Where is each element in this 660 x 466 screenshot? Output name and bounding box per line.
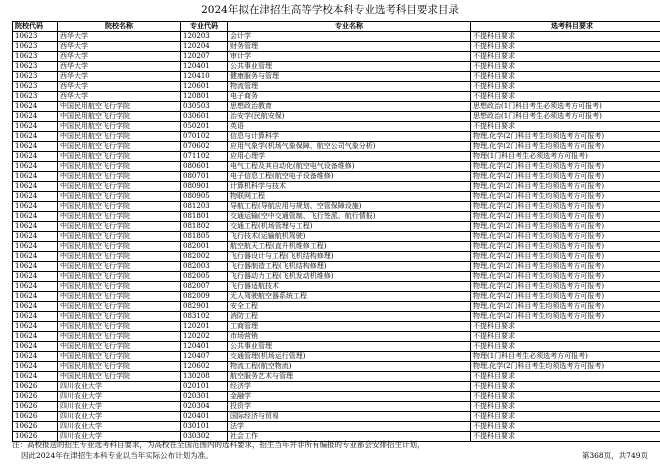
cell-school-name: 中国民用航空飞行学院 <box>58 372 181 382</box>
cell-school-code: 10624 <box>13 292 58 302</box>
cell-major-name: 飞行器适航技术 <box>228 282 471 292</box>
cell-major-code: 120602 <box>181 362 228 372</box>
cell-major-name: 电子信息工程(航空电子设备维修) <box>228 172 471 182</box>
cell-major-name: 治安学(民航安保) <box>228 112 471 122</box>
cell-school-name: 四川农业大学 <box>58 392 181 402</box>
table-row <box>13 402 660 412</box>
cell-major-name: 物流管理 <box>228 82 471 92</box>
cell-school-code: 10623 <box>13 62 58 72</box>
cell-school-name: 中国民用航空飞行学院 <box>58 122 181 132</box>
cell-major-name: 飞行器设计与工程(飞机结构修理) <box>228 252 471 262</box>
cell-major-name: 市场营销 <box>228 332 471 342</box>
cell-major-code: 120407 <box>181 352 228 362</box>
table-row <box>13 62 660 72</box>
cell-major-name: 社会工作 <box>228 432 471 442</box>
cell-major-code: 120401 <box>181 342 228 352</box>
cell-school-code: 10626 <box>13 392 58 402</box>
cell-school-code: 10624 <box>13 172 58 182</box>
cell-school-name: 四川农业大学 <box>58 412 181 422</box>
cell-major-code: 080701 <box>181 172 228 182</box>
cell-major-code: 082001 <box>181 242 228 252</box>
cell-major-code: 130208 <box>181 372 228 382</box>
cell-major-code: 082009 <box>181 292 228 302</box>
cell-subject-requirement: 不提科目要求 <box>471 432 660 442</box>
cell-school-name: 中国民用航空飞行学院 <box>58 292 181 302</box>
table-row <box>13 32 660 42</box>
cell-school-code: 10624 <box>13 282 58 292</box>
table-row <box>13 212 660 222</box>
table-row <box>13 242 660 252</box>
cell-school-name: 中国民用航空飞行学院 <box>58 152 181 162</box>
header-subject-requirement: 选考科目要求 <box>471 22 660 32</box>
cell-subject-requirement: 不提科目要求 <box>471 62 660 72</box>
cell-school-code: 10624 <box>13 222 58 232</box>
cell-school-name: 中国民用航空飞行学院 <box>58 252 181 262</box>
table-row <box>13 422 660 432</box>
cell-subject-requirement: 物理,化学(2门科目考生均须选考方可报考) <box>471 172 660 182</box>
table-row <box>13 152 660 162</box>
header-school-name: 院校名称 <box>58 22 181 32</box>
cell-major-name: 应用心理学 <box>228 152 471 162</box>
cell-school-name: 中国民用航空飞行学院 <box>58 322 181 332</box>
cell-school-name: 中国民用航空飞行学院 <box>58 332 181 342</box>
footer-note-line-1: 注：高校报送的招生专业选考科目要求，为高校在全国范围内的选科要求，招生当年并非所有编报的专业都会安排招生计划， <box>12 440 425 449</box>
cell-subject-requirement: 物理,化学(2门科目考生均须选考方可报考) <box>471 212 660 222</box>
cell-school-name: 四川农业大学 <box>58 432 181 442</box>
footer-note-line-2: 因此2024年在津招生本科专业以当年实际公布计划为准。 <box>21 451 213 460</box>
cell-subject-requirement: 物理,化学(2门科目考生均须选考方可报考) <box>471 132 660 142</box>
cell-school-name: 中国民用航空飞行学院 <box>58 342 181 352</box>
cell-major-code: 082002 <box>181 252 228 262</box>
cell-major-name: 交通工程(机场管理与工程) <box>228 222 471 232</box>
cell-major-code: 020101 <box>181 382 228 392</box>
cell-school-code: 10624 <box>13 262 58 272</box>
cell-school-name: 中国民用航空飞行学院 <box>58 242 181 252</box>
cell-school-code: 10626 <box>13 402 58 412</box>
cell-subject-requirement: 物理(1门科目考生必须选考方可报考) <box>471 352 660 362</box>
table-row <box>13 122 660 132</box>
table-row <box>13 352 660 362</box>
cell-school-code: 10624 <box>13 372 58 382</box>
cell-major-code: 020401 <box>181 412 228 422</box>
cell-major-code: 120203 <box>181 32 228 42</box>
table-row <box>13 372 660 382</box>
cell-school-name: 中国民用航空飞行学院 <box>58 282 181 292</box>
table-row <box>13 232 660 242</box>
cell-major-code: 083102 <box>181 312 228 322</box>
cell-school-name: 中国民用航空飞行学院 <box>58 302 181 312</box>
table-row <box>13 322 660 332</box>
cell-major-code: 082003 <box>181 262 228 272</box>
table-row <box>13 292 660 302</box>
cell-subject-requirement: 不提科目要求 <box>471 412 660 422</box>
cell-major-code: 120401 <box>181 62 228 72</box>
cell-school-name: 中国民用航空飞行学院 <box>58 182 181 192</box>
cell-major-code: 081805 <box>181 232 228 242</box>
cell-subject-requirement: 物理,化学(2门科目考生均须选考方可报考) <box>471 202 660 212</box>
cell-subject-requirement: 物理,化学(2门科目考生均须选考方可报考) <box>471 292 660 302</box>
cell-subject-requirement: 不提科目要求 <box>471 342 660 352</box>
cell-major-name: 健康服务与管理 <box>228 72 471 82</box>
cell-school-code: 10623 <box>13 72 58 82</box>
cell-school-name: 中国民用航空飞行学院 <box>58 362 181 372</box>
cell-school-code: 10624 <box>13 212 58 222</box>
header-major-name: 专业名称 <box>228 22 471 32</box>
cell-subject-requirement: 不提科目要求 <box>471 122 660 132</box>
cell-major-code: 071102 <box>181 152 228 162</box>
cell-major-name: 飞行器制造工程(飞机结构修理) <box>228 262 471 272</box>
cell-major-code: 082005 <box>181 272 228 282</box>
cell-school-name: 中国民用航空飞行学院 <box>58 162 181 172</box>
cell-major-code: 030503 <box>181 102 228 112</box>
cell-major-name: 交通运输(空中交通管制、飞行签派、航行情报) <box>228 212 471 222</box>
cell-major-name: 航空航天工程(直升机维修工程) <box>228 242 471 252</box>
cell-school-code: 10624 <box>13 242 58 252</box>
cell-school-name: 西华大学 <box>58 32 181 42</box>
cell-subject-requirement: 不提科目要求 <box>471 52 660 62</box>
cell-school-name: 中国民用航空飞行学院 <box>58 132 181 142</box>
cell-major-code: 120410 <box>181 72 228 82</box>
cell-subject-requirement: 不提科目要求 <box>471 42 660 52</box>
cell-major-code: 030101 <box>181 422 228 432</box>
cell-major-code: 120201 <box>181 322 228 332</box>
cell-school-code: 10626 <box>13 432 58 442</box>
table-row <box>13 222 660 232</box>
cell-school-name: 西华大学 <box>58 82 181 92</box>
cell-major-name: 思想政治教育 <box>228 102 471 112</box>
cell-subject-requirement: 物理,化学(2门科目考生均须选考方可报考) <box>471 282 660 292</box>
cell-school-code: 10624 <box>13 302 58 312</box>
cell-school-code: 10624 <box>13 152 58 162</box>
cell-major-name: 投资学 <box>228 402 471 412</box>
cell-school-code: 10626 <box>13 382 58 392</box>
cell-major-code: 050201 <box>181 122 228 132</box>
cell-major-code: 081203 <box>181 202 228 212</box>
cell-major-name: 电气工程及其自动化(航空电气设备维修) <box>228 162 471 172</box>
cell-subject-requirement: 物理,化学(2门科目考生均须选考方可报考) <box>471 142 660 152</box>
cell-major-code: 120202 <box>181 332 228 342</box>
table-row <box>13 72 660 82</box>
header-major-code: 专业代码 <box>181 22 228 32</box>
table-row <box>13 312 660 322</box>
cell-subject-requirement: 物理,化学(2门科目考生均须选考方可报考) <box>471 362 660 372</box>
table-row <box>13 392 660 402</box>
cell-major-name: 工商管理 <box>228 322 471 332</box>
cell-school-code: 10623 <box>13 82 58 92</box>
cell-major-name: 公共事业管理 <box>228 62 471 72</box>
cell-major-name: 财务管理 <box>228 42 471 52</box>
cell-school-name: 西华大学 <box>58 92 181 102</box>
cell-major-name: 飞行器动力工程(飞机发动机维修) <box>228 272 471 282</box>
header-school-code: 院校代码 <box>13 22 58 32</box>
cell-major-code: 080905 <box>181 192 228 202</box>
cell-school-code: 10624 <box>13 312 58 322</box>
cell-major-name: 经济学 <box>228 382 471 392</box>
cell-school-name: 中国民用航空飞行学院 <box>58 312 181 322</box>
cell-major-name: 信息与计算科学 <box>228 132 471 142</box>
table-row <box>13 382 660 392</box>
cell-school-name: 西华大学 <box>58 62 181 72</box>
cell-subject-requirement: 物理,化学(2门科目考生均须选考方可报考) <box>471 262 660 272</box>
table-row <box>13 192 660 202</box>
cell-major-code: 020304 <box>181 402 228 412</box>
cell-school-code: 10624 <box>13 192 58 202</box>
table-row <box>13 182 660 192</box>
table-row <box>13 42 660 52</box>
cell-school-code: 10626 <box>13 422 58 432</box>
cell-subject-requirement: 不提科目要求 <box>471 322 660 332</box>
cell-subject-requirement: 思想政治(1门科目考生必须选考方可报考) <box>471 112 660 122</box>
cell-school-name: 中国民用航空飞行学院 <box>58 222 181 232</box>
cell-major-name: 航空服务艺术与管理 <box>228 372 471 382</box>
cell-school-name: 中国民用航空飞行学院 <box>58 212 181 222</box>
cell-major-name: 金融学 <box>228 392 471 402</box>
cell-school-name: 中国民用航空飞行学院 <box>58 262 181 272</box>
cell-subject-requirement: 物理,化学(2门科目考生均须选考方可报考) <box>471 242 660 252</box>
cell-subject-requirement: 思想政治(1门科目考生必须选考方可报考) <box>471 102 660 112</box>
cell-major-name: 审计学 <box>228 52 471 62</box>
cell-subject-requirement: 物理,化学(2门科目考生均须选考方可报考) <box>471 222 660 232</box>
cell-major-name: 无人驾驶航空器系统工程 <box>228 292 471 302</box>
table-row <box>13 262 660 272</box>
cell-major-code: 082007 <box>181 282 228 292</box>
cell-major-name: 会计学 <box>228 32 471 42</box>
cell-school-name: 中国民用航空飞行学院 <box>58 202 181 212</box>
cell-major-code: 120801 <box>181 92 228 102</box>
cell-subject-requirement: 物理(1门科目考生必须选考方可报考) <box>471 152 660 162</box>
cell-major-name: 法学 <box>228 422 471 432</box>
cell-subject-requirement: 物理,化学(2门科目考生均须选考方可报考) <box>471 252 660 262</box>
cell-subject-requirement: 物理,化学(2门科目考生均须选考方可报考) <box>471 272 660 282</box>
cell-major-code: 081802 <box>181 222 228 232</box>
cell-school-code: 10624 <box>13 132 58 142</box>
cell-subject-requirement: 物理,化学(2门科目考生均须选考方可报考) <box>471 182 660 192</box>
cell-school-code: 10624 <box>13 272 58 282</box>
cell-subject-requirement: 不提科目要求 <box>471 382 660 392</box>
cell-school-name: 中国民用航空飞行学院 <box>58 192 181 202</box>
table-body <box>13 32 660 442</box>
page-number: 第368页，共749页 <box>581 451 648 460</box>
cell-major-name: 应用气象学(机场气象保障、航空公司气象分析) <box>228 142 471 152</box>
cell-school-code: 10624 <box>13 322 58 332</box>
cell-subject-requirement: 物理,化学(2门科目考生均须选考方可报考) <box>471 302 660 312</box>
cell-school-code: 10626 <box>13 412 58 422</box>
footer-note <box>12 439 648 461</box>
cell-major-code: 120601 <box>181 82 228 92</box>
cell-school-code: 10624 <box>13 102 58 112</box>
cell-subject-requirement: 不提科目要求 <box>471 92 660 102</box>
cell-school-name: 中国民用航空飞行学院 <box>58 102 181 112</box>
cell-school-code: 10624 <box>13 342 58 352</box>
table-row <box>13 132 660 142</box>
table-row <box>13 162 660 172</box>
cell-school-code: 10624 <box>13 362 58 372</box>
cell-school-name: 中国民用航空飞行学院 <box>58 272 181 282</box>
cell-major-name: 计算机科学与技术 <box>228 182 471 192</box>
cell-major-code: 081801 <box>181 212 228 222</box>
cell-major-name: 物流工程(航空物流) <box>228 362 471 372</box>
cell-school-code: 10623 <box>13 92 58 102</box>
table-row <box>13 272 660 282</box>
cell-major-code: 082901 <box>181 302 228 312</box>
cell-school-name: 中国民用航空飞行学院 <box>58 172 181 182</box>
cell-school-code: 10623 <box>13 42 58 52</box>
cell-school-name: 四川农业大学 <box>58 402 181 412</box>
cell-subject-requirement: 不提科目要求 <box>471 82 660 92</box>
cell-major-name: 公共事业管理 <box>228 342 471 352</box>
cell-subject-requirement: 物理,化学(2门科目考生均须选考方可报考) <box>471 232 660 242</box>
cell-major-name: 交通管理(机场运行管理) <box>228 352 471 362</box>
cell-major-name: 英语 <box>228 122 471 132</box>
table-row <box>13 282 660 292</box>
table-row <box>13 172 660 182</box>
cell-major-name: 国际经济与贸易 <box>228 412 471 422</box>
cell-subject-requirement: 物理,化学(2门科目考生均须选考方可报考) <box>471 192 660 202</box>
table-row <box>13 92 660 102</box>
table-row <box>13 412 660 422</box>
table-row <box>13 332 660 342</box>
cell-school-code: 10624 <box>13 162 58 172</box>
table-row <box>13 342 660 352</box>
cell-school-name: 四川农业大学 <box>58 382 181 392</box>
cell-major-code: 070102 <box>181 132 228 142</box>
cell-school-name: 西华大学 <box>58 72 181 82</box>
cell-school-code: 10624 <box>13 252 58 262</box>
cell-subject-requirement: 不提科目要求 <box>471 392 660 402</box>
cell-school-code: 10624 <box>13 202 58 212</box>
cell-school-code: 10623 <box>13 32 58 42</box>
cell-school-name: 西华大学 <box>58 52 181 62</box>
cell-school-code: 10624 <box>13 332 58 342</box>
cell-school-name: 中国民用航空飞行学院 <box>58 232 181 242</box>
cell-school-name: 西华大学 <box>58 42 181 52</box>
table-row <box>13 82 660 92</box>
cell-subject-requirement: 不提科目要求 <box>471 72 660 82</box>
cell-major-name: 物联网工程 <box>228 192 471 202</box>
cell-school-name: 中国民用航空飞行学院 <box>58 352 181 362</box>
table-row <box>13 112 660 122</box>
cell-school-code: 10624 <box>13 112 58 122</box>
cell-school-code: 10623 <box>13 52 58 62</box>
table-row <box>13 302 660 312</box>
table-row <box>13 142 660 152</box>
cell-major-code: 120207 <box>181 52 228 62</box>
cell-school-code: 10624 <box>13 232 58 242</box>
cell-subject-requirement: 不提科目要求 <box>471 372 660 382</box>
table-header-row <box>13 22 660 32</box>
cell-major-code: 030302 <box>181 432 228 442</box>
cell-major-code: 070602 <box>181 142 228 152</box>
cell-major-code: 030601 <box>181 112 228 122</box>
table-row <box>13 202 660 212</box>
cell-subject-requirement: 不提科目要求 <box>471 402 660 412</box>
requirements-table <box>12 21 660 442</box>
cell-major-code: 020301 <box>181 392 228 402</box>
cell-subject-requirement: 不提科目要求 <box>471 32 660 42</box>
table-row <box>13 252 660 262</box>
cell-school-code: 10624 <box>13 122 58 132</box>
cell-subject-requirement: 不提科目要求 <box>471 422 660 432</box>
table-row <box>13 52 660 62</box>
cell-major-code: 080601 <box>181 162 228 172</box>
cell-school-name: 四川农业大学 <box>58 422 181 432</box>
table-row <box>13 362 660 372</box>
cell-major-name: 安全工程 <box>228 302 471 312</box>
table-row <box>13 102 660 112</box>
cell-major-code: 120204 <box>181 42 228 52</box>
cell-subject-requirement: 物理,化学(2门科目考生均须选考方可报考) <box>471 312 660 322</box>
page-title: 2024年拟在津招生高等学校本科专业选考科目要求目录 <box>201 4 459 16</box>
cell-subject-requirement: 不提科目要求 <box>471 332 660 342</box>
cell-school-name: 中国民用航空飞行学院 <box>58 142 181 152</box>
cell-school-code: 10624 <box>13 352 58 362</box>
cell-major-code: 080901 <box>181 182 228 192</box>
cell-school-name: 中国民用航空飞行学院 <box>58 112 181 122</box>
cell-school-code: 10624 <box>13 142 58 152</box>
cell-school-code: 10624 <box>13 182 58 192</box>
cell-major-name: 飞行技术(运输航机驾驶) <box>228 232 471 242</box>
cell-subject-requirement: 物理,化学(2门科目考生均须选考方可报考) <box>471 162 660 172</box>
cell-major-name: 导航工程(导航应用与规划、空管保障设施) <box>228 202 471 212</box>
cell-major-name: 消防工程 <box>228 312 471 322</box>
cell-major-name: 电子商务 <box>228 92 471 102</box>
